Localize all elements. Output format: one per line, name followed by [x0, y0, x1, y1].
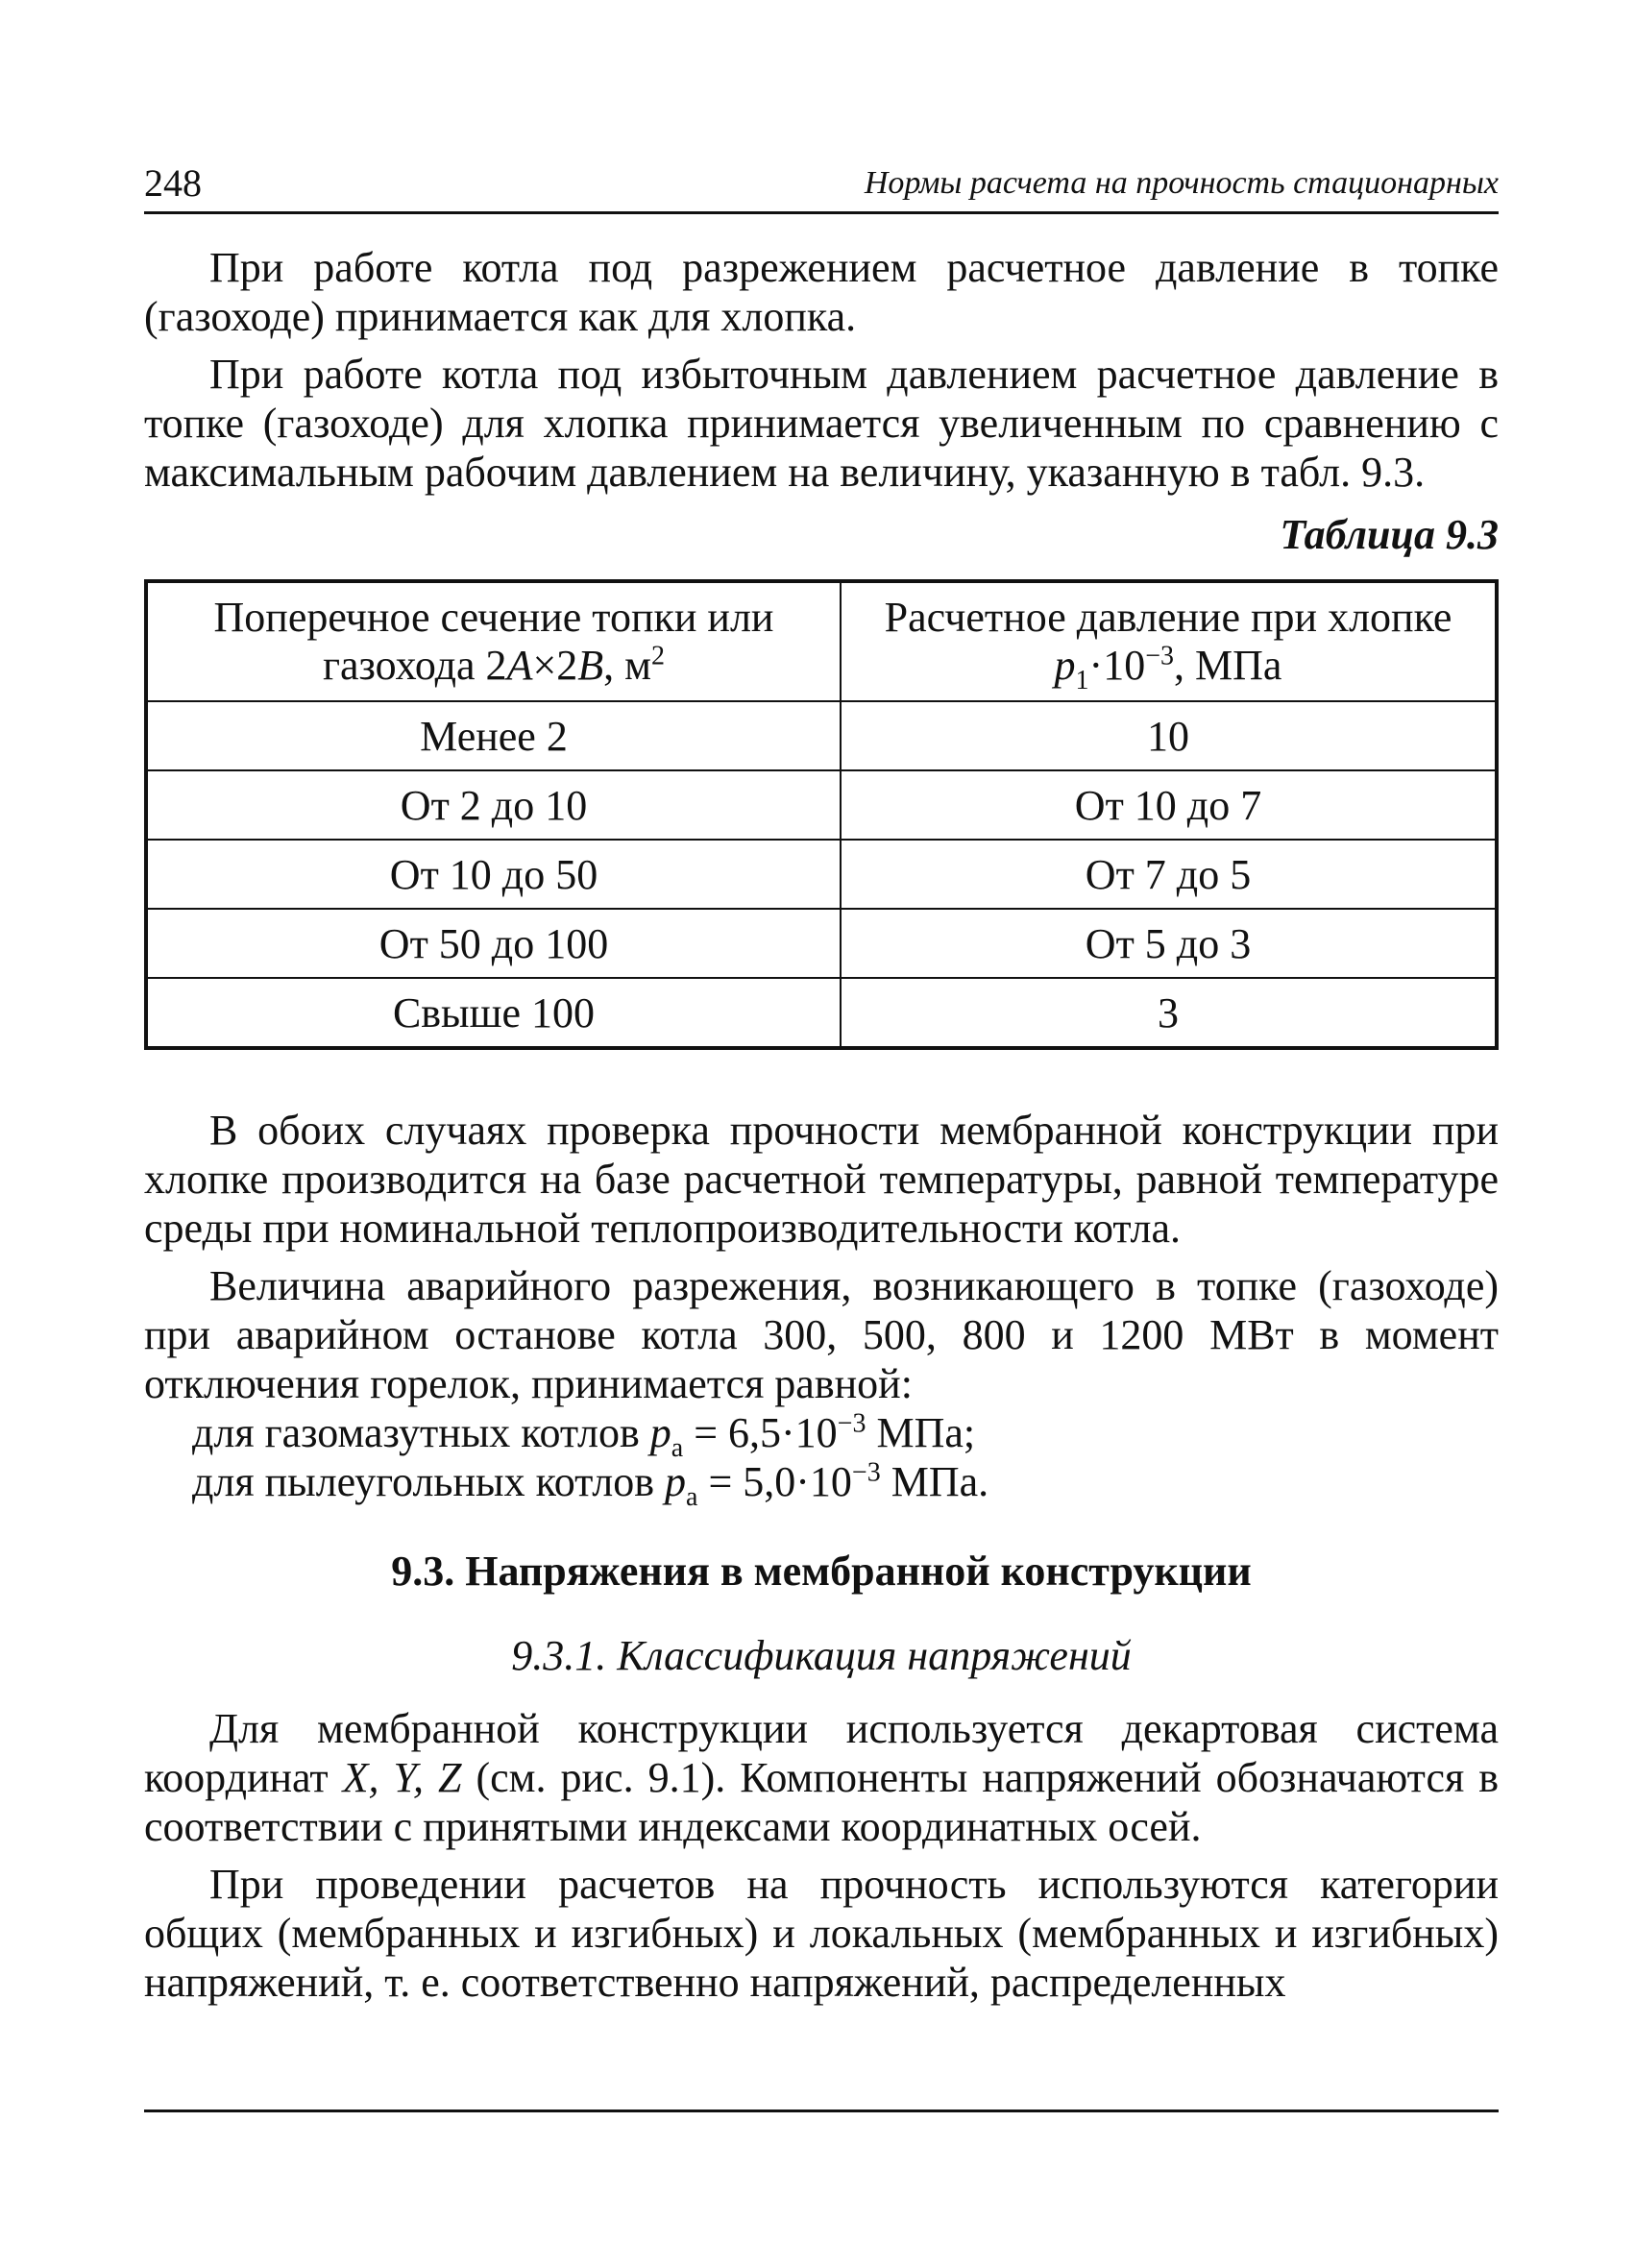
table-row — [146, 840, 1497, 909]
page — [144, 144, 1499, 2007]
table-cell: От 10 до 50 — [146, 840, 841, 909]
running-title: Нормы расчета на прочность стационарных — [864, 165, 1499, 201]
table-cell: Менее 2 — [146, 701, 841, 770]
paragraph: При работе котла под разрежением расчетное давление в топке (газоходе) принимается как для хлопка. — [144, 244, 1499, 340]
table-header-cell: Поперечное сечение топки или газохода 2A×2B, $м^2$ — [146, 581, 841, 701]
table-cell: 3 — [841, 978, 1497, 1048]
page-header — [144, 144, 1499, 214]
formula-line: для газомазутных котлов $p_а = 6,5\cdot 10^{-3}$ МПа; — [192, 1408, 976, 1463]
subsection-title: 9.3.1. Классификация напряжений — [511, 1632, 1132, 1679]
intro-block — [144, 243, 1499, 497]
table-cell: От 7 до 5 — [841, 840, 1497, 909]
section-title: 9.3. Напряжения в мембранной конструкции — [391, 1548, 1252, 1595]
classification-block — [144, 1704, 1499, 2007]
footer-rule — [144, 2109, 1499, 2112]
page-number: 248 — [144, 161, 202, 205]
table-header-cell: Расчетное давление при хлопке $p_1\cdot 10^{-3}$, МПа — [841, 581, 1497, 701]
table-cell: От 50 до 100 — [146, 909, 841, 978]
paragraph: При работе котла под избыточным давлением расчетное давление в топке (газоходе) для хлопка принимается увеличенным по сравнению с максимальным рабочим давлением на величину, указанную в табл. 9.3. — [144, 351, 1499, 496]
table-cell: От 5 до 3 — [841, 909, 1497, 978]
table-row — [146, 978, 1497, 1048]
body-block — [144, 1106, 1499, 1512]
table-cell: От 10 до 7 — [841, 770, 1497, 840]
formula-line: для пылеугольных котлов $p_а = 5,0\cdot 10^{-3}$ МПа. — [192, 1457, 989, 1512]
paragraph: Величина аварийного разрежения, возникающего в топке (газоходе) при аварийном останове котла 300, 500, 800 и 1200 МВт в момент отключения горелок, принимается равной: — [144, 1262, 1499, 1407]
pressure-table — [144, 579, 1499, 1050]
table-row — [146, 909, 1497, 978]
table-cell: Свыше 100 — [146, 978, 841, 1048]
paragraph: Для мембранной конструкции используется декартовая система координат X, Y, Z (см. рис. 9.1). Компоненты напряжений обозначаются в соответствии с принятыми индексами координатных осей. — [144, 1705, 1499, 1850]
paragraph: При проведении расчетов на прочность используются категории общих (мембранных и изгибных) и локальных (мембранных и изгибных) напряжений, т. е. соответственно напряжений, распределенных — [144, 1861, 1499, 2006]
paragraph: В обоих случаях проверка прочности мембранной конструкции при хлопке производится на базе расчетной температуры, равной температуре среды при номинальной теплопроизводительности котла. — [144, 1107, 1499, 1252]
table-cell: 10 — [841, 701, 1497, 770]
table-cell: От 2 до 10 — [146, 770, 841, 840]
table-header-row — [146, 581, 1497, 701]
table-row — [146, 770, 1497, 840]
table-row — [146, 701, 1497, 770]
table-caption: Таблица 9.3 — [1280, 511, 1499, 558]
